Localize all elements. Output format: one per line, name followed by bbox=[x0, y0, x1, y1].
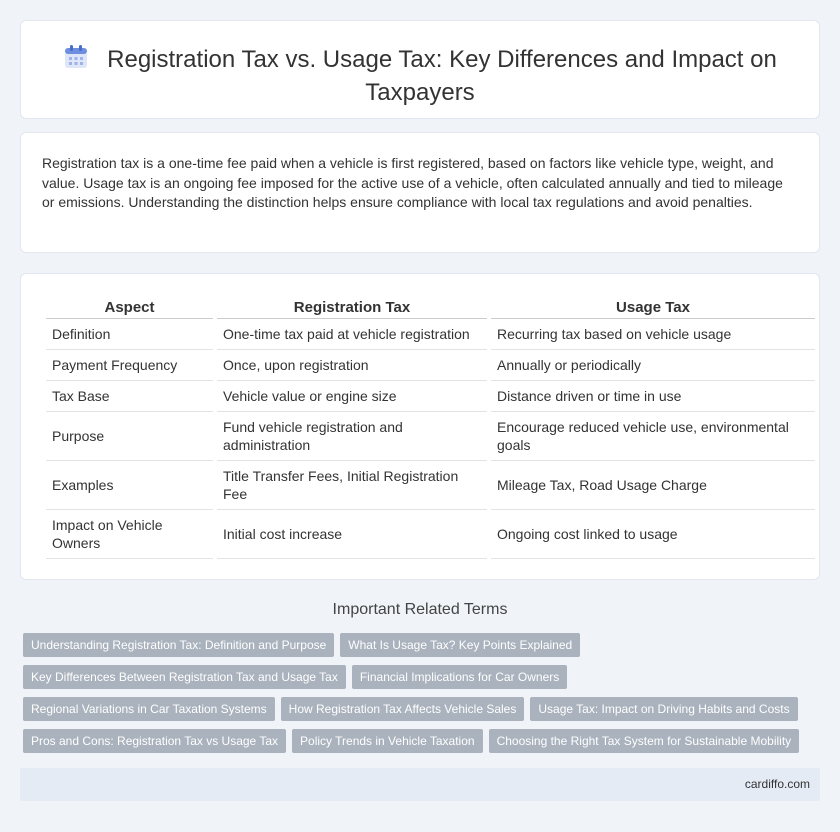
table-cell: Distance driven or time in use bbox=[491, 381, 815, 412]
header-usage-tax: Usage Tax bbox=[491, 296, 815, 319]
table-cell: Vehicle value or engine size bbox=[217, 381, 487, 412]
related-term-tag[interactable]: How Registration Tax Affects Vehicle Sales bbox=[281, 697, 525, 721]
table-row bbox=[46, 461, 815, 510]
table-cell: One-time tax paid at vehicle registration bbox=[217, 319, 487, 350]
table-cell: Payment Frequency bbox=[46, 350, 213, 381]
table-cell: Impact on Vehicle Owners bbox=[46, 510, 213, 559]
table-cell: Tax Base bbox=[46, 381, 213, 412]
table-header-row bbox=[46, 296, 815, 319]
intro-paragraph: Registration tax is a one-time fee paid when a vehicle is first registered, based on factors like vehicle type, weight, and value. Usage tax is an ongoing fee imposed for the active use of a vehicle, often calculated annually and tied to mileage or emissions. Understanding the distinction helps ensure compliance with local tax regulations and avoid penalties. bbox=[42, 155, 783, 210]
header-aspect: Aspect bbox=[46, 296, 213, 319]
comparison-table-card bbox=[20, 273, 820, 580]
title-card bbox=[20, 20, 820, 119]
table-cell: Examples bbox=[46, 461, 213, 510]
related-term-tag[interactable]: Pros and Cons: Registration Tax vs Usage Tax bbox=[23, 729, 286, 753]
table-cell: Annually or periodically bbox=[491, 350, 815, 381]
related-term-tag[interactable]: Key Differences Between Registration Tax and Usage Tax bbox=[23, 665, 346, 689]
comparison-table bbox=[42, 296, 819, 559]
table-row bbox=[46, 412, 815, 461]
header-registration-tax: Registration Tax bbox=[217, 296, 487, 319]
related-term-tag[interactable]: Regional Variations in Car Taxation Systems bbox=[23, 697, 275, 721]
table-cell: Fund vehicle registration and administration bbox=[217, 412, 487, 461]
table-cell: Encourage reduced vehicle use, environmental goals bbox=[491, 412, 815, 461]
table-row bbox=[46, 319, 815, 350]
related-term-tag[interactable]: What Is Usage Tax? Key Points Explained bbox=[340, 633, 580, 657]
table-row bbox=[46, 381, 815, 412]
table-cell: Initial cost increase bbox=[217, 510, 487, 559]
table-cell: Mileage Tax, Road Usage Charge bbox=[491, 461, 815, 510]
table-row bbox=[46, 350, 815, 381]
table-cell: Title Transfer Fees, Initial Registration Fee bbox=[217, 461, 487, 510]
related-term-tag[interactable]: Understanding Registration Tax: Definition and Purpose bbox=[23, 633, 334, 657]
page-title-text: Registration Tax vs. Usage Tax: Key Differences and Impact on Taxpayers bbox=[107, 46, 777, 106]
table-cell: Once, upon registration bbox=[217, 350, 487, 381]
related-terms-heading: Important Related Terms bbox=[332, 601, 508, 618]
table-row bbox=[46, 510, 815, 559]
footer-site-link[interactable]: cardiffo.com bbox=[744, 777, 810, 791]
calendar-icon bbox=[63, 44, 89, 78]
related-term-tag[interactable]: Financial Implications for Car Owners bbox=[352, 665, 567, 689]
related-term-tag[interactable]: Choosing the Right Tax System for Sustainable Mobility bbox=[489, 729, 800, 753]
page-title bbox=[21, 44, 819, 108]
table-cell: Definition bbox=[46, 319, 213, 350]
related-term-tag[interactable]: Usage Tax: Impact on Driving Habits and Costs bbox=[530, 697, 797, 721]
table-cell: Ongoing cost linked to usage bbox=[491, 510, 815, 559]
footer bbox=[20, 768, 820, 801]
intro-card bbox=[20, 132, 820, 253]
table-cell: Purpose bbox=[46, 412, 213, 461]
related-term-tag[interactable]: Policy Trends in Vehicle Taxation bbox=[292, 729, 483, 753]
related-terms-list bbox=[23, 633, 823, 761]
table-cell: Recurring tax based on vehicle usage bbox=[491, 319, 815, 350]
